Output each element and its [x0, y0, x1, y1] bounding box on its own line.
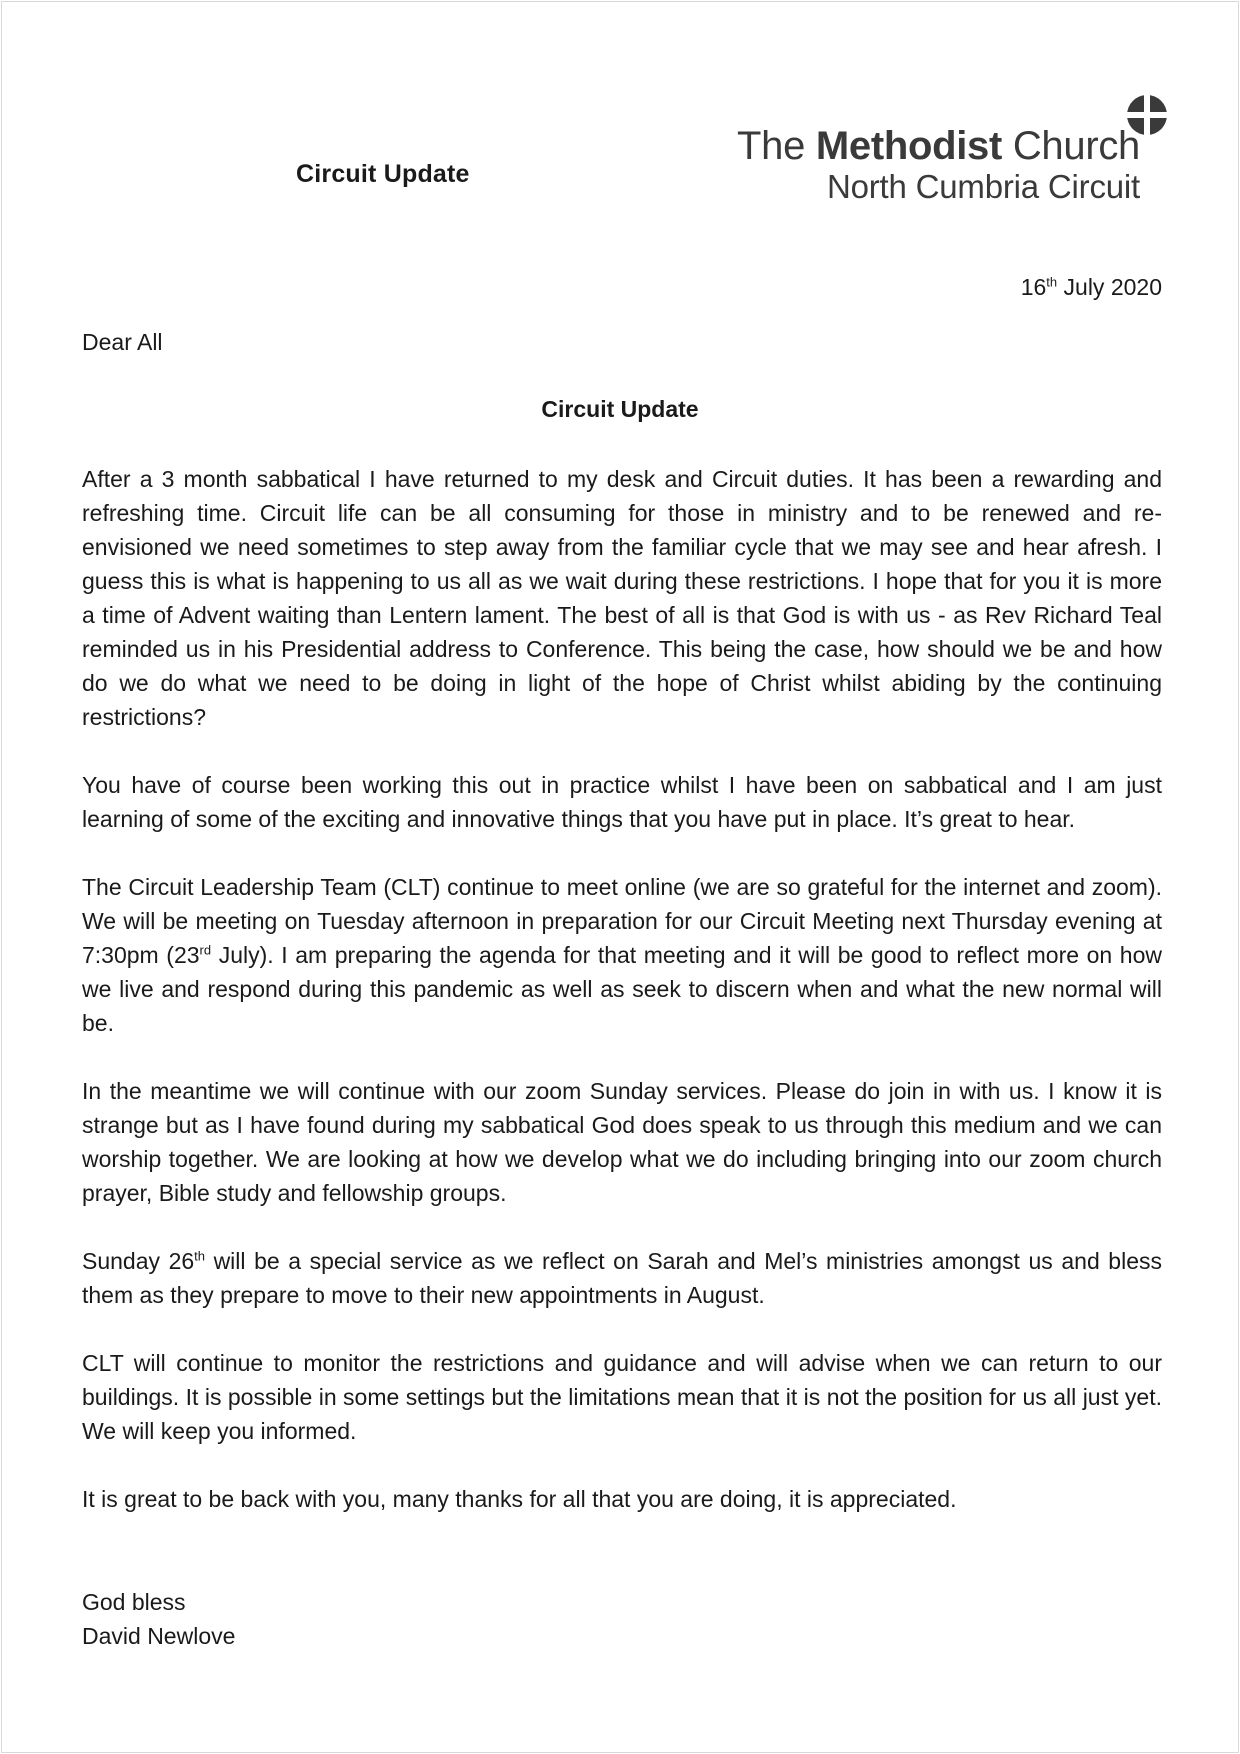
methodist-church-logo [700, 88, 1180, 208]
paragraph-2: You have of course been working this out in practice whilst I have been on sabbatical and I am just learning of some of the exciting and innovative things that you have put in place. It’s great to hear. [82, 772, 1162, 832]
paragraph-4: In the meantime we will continue with our zoom Sunday services. Please do join in with us. I know it is strange but as I have found during my sabbatical God does speak to us through this medium and we can worship together. We are looking at how we develop what we do including bringing into our zoom church prayer, Bible study and fellowship groups. [82, 1078, 1162, 1206]
paragraph-3 [82, 870, 1162, 1040]
date-rest: July 2020 [1057, 274, 1162, 300]
date-suffix: th [1046, 274, 1058, 290]
paragraph-5 [82, 1244, 1162, 1312]
paragraph-5-superscript: th [194, 1248, 205, 1264]
closing-blessing: God bless [82, 1589, 186, 1615]
logo-bold-word: Methodist [815, 124, 1003, 168]
paragraph-7: It is great to be back with you, many thanks for all that you are doing, it is appreciated. [82, 1486, 957, 1512]
header-title: Circuit Update [296, 160, 470, 188]
subject-heading: Circuit Update [541, 396, 699, 422]
letter-body [82, 462, 1162, 1550]
logo-church-name [737, 124, 1140, 169]
paragraph-3-part-1: The Circuit Leadership Team (CLT) continue to meet online (we are so grateful for the internet and zoom). We will be meeting on Tuesday afternoon in preparation for our Circuit Meeting next Thursday evening at 7:30pm (23 [82, 874, 1162, 968]
paragraph-3-part-2: July). I am preparing the agenda for that meeting and it will be good to reflect more on how we live and respond during this pandemic as well as seek to discern when and what the new normal will be. [82, 942, 1162, 1036]
logo-suffix: Church [1002, 124, 1140, 168]
salutation: Dear All [82, 329, 163, 355]
paragraph-6: CLT will continue to monitor the restrictions and guidance and will advise when we can return to our buildings. It is possible in some settings but the limitations mean that it is not the position for us all just yet. We will keep you informed. [82, 1350, 1162, 1444]
paragraph-3-superscript: rd [199, 942, 212, 958]
signature-name: David Newlove [82, 1623, 236, 1649]
logo-prefix: The [737, 124, 816, 168]
paragraph-1: After a 3 month sabbatical I have returned to my desk and Circuit duties. It has been a rewarding and refreshing time. Circuit life can be all consuming for those in ministry and to be renewed and re-envisioned we need sometimes to step away from the familiar cycle that we may see and hear afresh. I guess this is what is happening to us all as we wait during these restrictions. I hope that for you it is more a time of Advent waiting than Lentern lament. The best of all is that God is with us - as Rev Richard Teal reminded us in his Presidential address to Conference. This being the case, how should we be and how do we do what we need to be doing in light of the hope of Christ whilst abiding by the continuing restrictions? [82, 466, 1162, 730]
paragraph-5-part-2: will be a special service as we reflect on Sarah and Mel’s ministries amongst us and bless them as they prepare to move to their new appointments in August. [82, 1248, 1162, 1308]
date-day: 16 [1020, 274, 1047, 300]
letter-date [1021, 274, 1162, 301]
paragraph-5-part-1: Sunday 26 [82, 1248, 195, 1274]
logo-circuit-name: North Cumbria Circuit [826, 168, 1140, 205]
letter-closing [82, 1585, 235, 1653]
